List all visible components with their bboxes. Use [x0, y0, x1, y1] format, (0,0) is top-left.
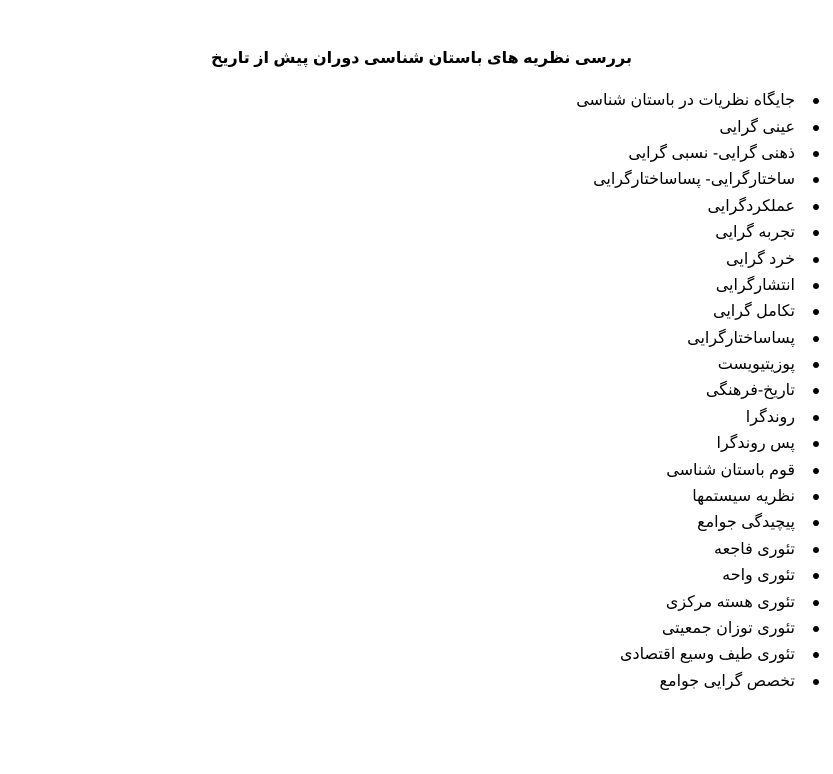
document-title: بررسی نظریه های باستان شناسی دوران پیش از تاریخ [211, 50, 632, 67]
bullet-icon [813, 679, 819, 685]
list-item [576, 141, 833, 167]
list-item [576, 563, 833, 589]
bullet-icon [813, 257, 819, 263]
bullet-icon [813, 177, 819, 183]
bullet-icon [813, 626, 819, 632]
bullet-icon [813, 125, 819, 131]
list-item-label: قوم باستان شناسی [666, 461, 795, 479]
list-item [576, 378, 833, 404]
list-item [576, 431, 833, 457]
list-item-label: نظریه سیستمها [692, 488, 795, 506]
list-item-label: تئوری طیف وسیع اقتصادی [619, 646, 795, 664]
list-item [576, 88, 833, 114]
list-item-label: خرد گرایی [726, 250, 795, 268]
list-item [576, 194, 833, 220]
bullet-icon [813, 573, 819, 579]
bullet-icon [813, 151, 819, 157]
list-item-label: انتشارگرایی [715, 276, 795, 294]
bullet-icon [813, 600, 819, 606]
list-item [576, 510, 833, 536]
list-item [576, 589, 833, 615]
bullet-icon [813, 283, 819, 289]
list-item-label: تاریخ-فرهنگی [705, 382, 795, 400]
list-item [576, 273, 833, 299]
list-item [576, 220, 833, 246]
bullet-icon [813, 468, 819, 474]
list-item [576, 537, 833, 563]
list-item [576, 457, 833, 483]
bullet-icon [813, 204, 819, 210]
bullet-icon [813, 441, 819, 447]
list-item-label: پس روندگرا [716, 435, 795, 453]
list-item [576, 642, 833, 668]
list-item-label: تجربه گرایی [715, 224, 795, 242]
list-item-label: پساساختارگرایی [687, 329, 795, 347]
list-item [576, 246, 833, 272]
list-item [576, 405, 833, 431]
bullet-icon [813, 98, 819, 104]
bullet-icon [813, 547, 819, 553]
list-item-label: روندگرا [745, 408, 795, 426]
list-item-label: پیچیدگی جوامع [697, 514, 795, 532]
list-item [576, 326, 833, 352]
bullet-icon [813, 494, 819, 500]
list-item [576, 352, 833, 378]
list-item [576, 167, 833, 193]
list-item [576, 299, 833, 325]
list-item-label: تئوری واحه [722, 567, 795, 585]
list-item [576, 114, 833, 140]
list-item-label: ذهنی گرایی- نسبی گرایی [628, 144, 795, 162]
list-item-label: عملکردگرایی [707, 197, 795, 215]
list-item [576, 616, 833, 642]
bullet-icon [813, 520, 819, 526]
list-item [576, 484, 833, 510]
topic-list [576, 88, 833, 695]
list-item-label: جایگاه نظریات در باستان شناسی [576, 92, 795, 110]
list-item-label: عینی گرایی [719, 118, 795, 136]
bullet-icon [813, 309, 819, 315]
list-item-label: ساختارگرایی- پساساختارگرایی [593, 171, 795, 189]
list-item-label: پوزیتیویست [717, 356, 795, 374]
bullet-icon [813, 362, 819, 368]
list-item-label: تئوری توزان جمعیتی [661, 620, 795, 637]
list-item-label: تکامل گرایی [713, 303, 795, 321]
bullet-icon [813, 388, 819, 394]
list-item-label: تئوری فاجعه [714, 540, 795, 558]
list-item [576, 669, 833, 695]
list-item-label: تئوری هسته مرکزی [665, 593, 795, 611]
bullet-icon [813, 652, 819, 658]
bullet-icon [813, 415, 819, 421]
list-item-label: تخصص گرایی جوامع [659, 672, 795, 690]
bullet-icon [813, 336, 819, 342]
bullet-icon [813, 230, 819, 236]
